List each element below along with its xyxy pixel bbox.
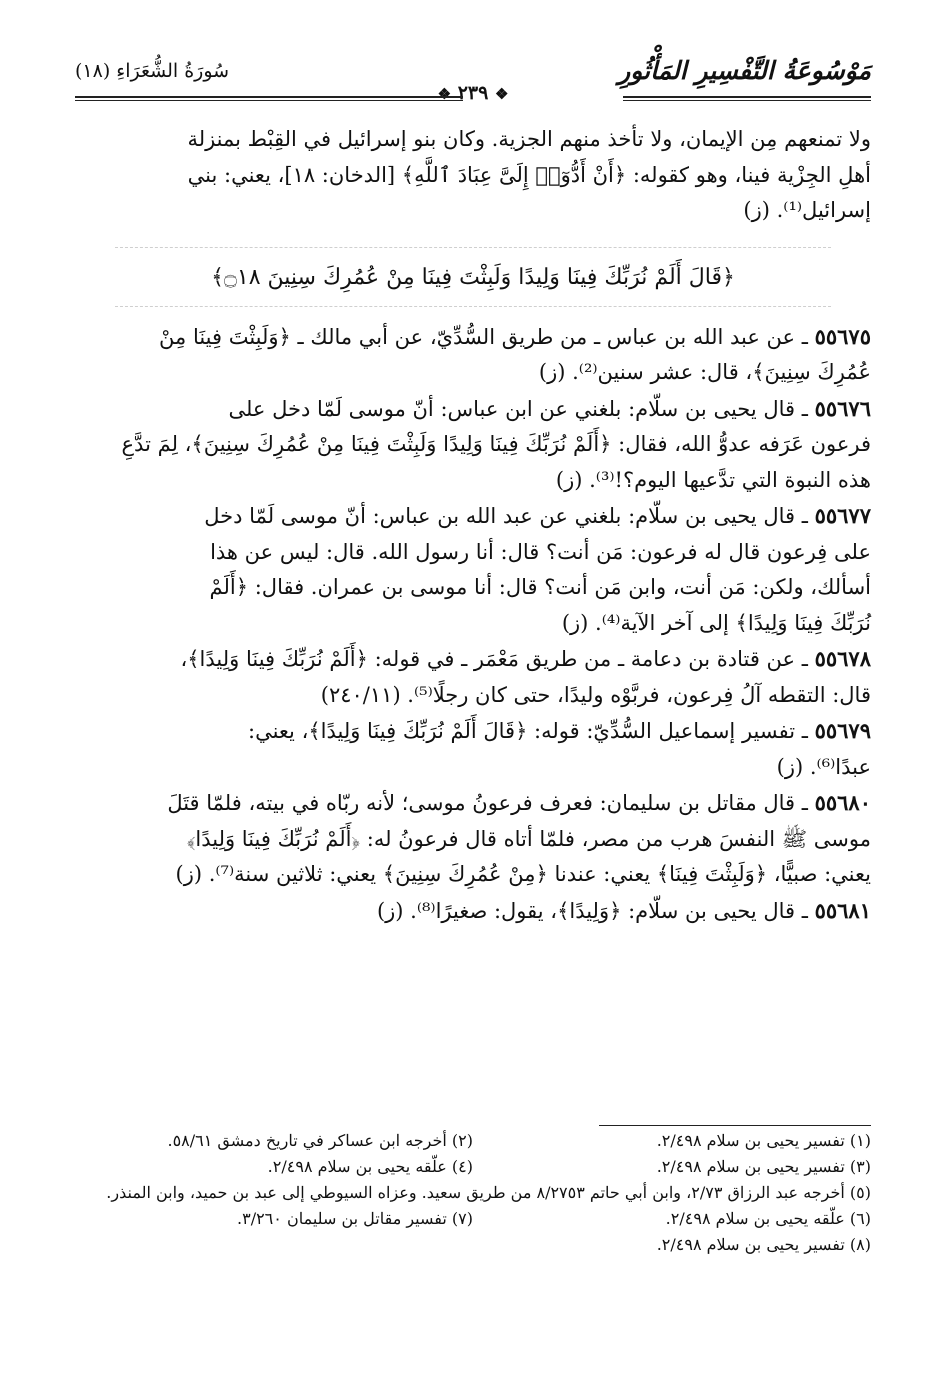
entry-number: ٥٥٦٧٥: [814, 323, 871, 349]
text-line: ٥٥٦٧٥ ـ عن عبد الله بن عباس ـ من طريق السُّدِّيّ، عن أبي مالك ـ ﴿وَلَبِثْتَ فِينَا مِنْ: [159, 323, 871, 349]
footnote-2: (٢) أخرجه ابن عساكر في تاريخ دمشق ٥٨/٦١.: [167, 1131, 473, 1150]
footnote-rule: [599, 1125, 871, 1126]
entry-55676: [75, 391, 871, 499]
entry-number: ٥٥٦٧٨: [814, 646, 871, 671]
footnotes: [75, 1128, 871, 1258]
page-header: [75, 56, 871, 104]
book-title: مَوْسُوعَةُ التَّفْسِيرِ المَأْثُورِ: [618, 56, 871, 85]
footnote-6: (٦) علّقه يحيى بن سلام ٢/٤٩٨.: [665, 1209, 871, 1228]
entry-55679: [75, 713, 871, 785]
text-line: موسى ﷺ النفسَ هرب من مصر، فلمّا أتاه قال فرعونُ له: ﴿أَلَمْ نُرَبِّكَ فِينَا وَلِيدًا﴾: [186, 826, 871, 851]
intro-paragraph: [75, 122, 871, 229]
entry-55681: [75, 893, 871, 930]
footnote-7: (٧) تفسير مقاتل بن سليمان ٣/٢٦٠.: [237, 1209, 473, 1228]
text-line: عبدًا⁽⁶⁾. (ز): [776, 754, 871, 779]
footnote-1: (١) تفسير يحيى بن سلام ٢/٤٩٨.: [656, 1131, 871, 1150]
header-rule-left: [75, 96, 463, 101]
text-line: نُرَبِّكَ فِينَا وَلِيدًا﴾ إلى آخر الآية⁽⁴⁾. (ز): [561, 610, 871, 635]
ornament-icon: ❖: [494, 85, 509, 103]
text-line: يعني: صبيًّا، ﴿وَلَبِثْتَ فِينَا﴾ يعني: عندنا ﴿مِنْ عُمُرِكَ سِنِينَ﴾ يعني: ثلاثين سنة⁽⁷⁾. (ز): [175, 862, 871, 886]
footnote-5: (٥) أخرجه عبد الرزاق ٢/٧٣، وابن أبي حاتم ٨/٢٧٥٣ من طريق سعيد. وعزاه السيوطي إلى عبد بن حميد، وابن المنذر.: [106, 1183, 871, 1202]
entry-55677: [75, 498, 871, 641]
text-line: أسألك، ولكن: مَن أنت، وابن مَن أنت؟ قال: أنا موسى بن عمران. فقال: ﴿أَلَمْ: [209, 575, 871, 599]
footnote-8: (٨) تفسير يحيى بن سلام ٢/٤٩٨.: [656, 1235, 871, 1254]
ornament-icon: ❖: [437, 85, 452, 103]
main-text: [75, 122, 871, 929]
text-line: ٥٥٦٧٧ ـ قال يحيى بن سلّام: بلغني عن عبد الله بن عباس: أنّ موسى لَمّا دخل: [204, 503, 871, 528]
text-line: أهلِ الجِزْية فينا، وهو كقوله: ﴿أَنْ أَدُّوٓا۟ إِلَىَّ عِبَادَ ٱللَّهِ﴾ [الدخان: ١٨]، يعني: بني: [187, 162, 871, 187]
text-line: فرعون عَرَفه عدوُّ الله، فقال: ﴿أَلَمْ نُرَبِّكَ فِينَا وَلِيدًا وَلَبِثْتَ فِينَا مِنْ عُمُرِكَ سِنِينَ﴾، لِمَ تدَّعِ: [121, 432, 871, 456]
text-line: ٥٥٦٨١ ـ قال يحيى بن سلّام: ﴿وَلِيدًا﴾، يقول: صغيرًا⁽⁸⁾. (ز): [376, 897, 871, 923]
entry-number: ٥٥٦٧٧: [814, 503, 871, 528]
page-number: ٢٣٩: [457, 82, 489, 104]
text-line: ولا تمنعهم مِن الإيمان، ولا تأخذ منهم الجزية. وكان بنو إسرائيل في القِبْط بمنزلة: [187, 127, 871, 151]
verse-text: ﴿قَالَ أَلَمْ نُرَبِّكَ فِينَا وَلِيدًا وَلَبِثْتَ فِينَا مِنْ عُمُرِكَ سِنِينَ ۝١٨﴾: [211, 264, 735, 290]
footnote-row: [75, 1128, 871, 1154]
footnote-row: [75, 1206, 871, 1232]
entry-number: ٥٥٦٨١: [814, 897, 871, 923]
text-line: ٥٥٦٧٨ ـ عن قتادة بن دعامة ـ من طريق مَعْمَر ـ في قوله: ﴿أَلَمْ نُرَبِّكَ فِينَا وَلِيدًا﴾،: [180, 646, 871, 671]
text-line: ٥٥٦٧٩ ـ تفسير إسماعيل السُّدِّيّ: قوله: ﴿قَالَ أَلَمْ نُرَبِّكَ فِينَا وَلِيدًا﴾، يعني:: [248, 718, 871, 743]
entry-number: ٥٥٦٧٦: [814, 395, 871, 421]
entry-number: ٥٥٦٨٠: [814, 790, 871, 815]
entry-number: ٥٥٦٧٩: [814, 718, 871, 743]
text-line: قال: التقطه آلُ فِرعون، فربَّوْه وليدًا، حتى كان رجلًا⁽⁵⁾. (٢٤٠/١١): [320, 682, 871, 707]
footnote-3: (٣) تفسير يحيى بن سلام ٢/٤٩٨.: [656, 1157, 871, 1176]
header-rule-right: [623, 96, 871, 101]
text-line: ٥٥٦٨٠ ـ قال مقاتل بن سليمان: فعرف فرعونُ موسى؛ لأنه ربّاه في بيته، فلمّا قتَلَ: [167, 790, 871, 815]
text-line: ٥٥٦٧٦ ـ قال يحيى بن سلّام: بلغني عن ابن عباس: أنّ موسى لَمّا دخل على: [228, 395, 871, 421]
surah-title: سُورَةُ الشُّعَرَاءِ (١٨): [75, 60, 230, 82]
footnote-row: [75, 1154, 871, 1180]
text-line: على فِرعون قال له فرعون: مَن أنت؟ قال: أنا رسول الله. قال: ليس عن هذا: [210, 539, 871, 564]
entry-55680: [75, 785, 871, 893]
footnote-4: (٤) علّقه يحيى بن سلام ٢/٤٩٨.: [267, 1157, 473, 1176]
footnote-row: [75, 1232, 871, 1258]
entry-55675: [75, 319, 871, 391]
text-line: إسرائيل⁽¹⁾. (ز): [743, 198, 871, 222]
verse-banner: [75, 245, 871, 309]
entry-55678: [75, 641, 871, 713]
text-line: هذه النبوة التي تدَّعيها اليوم؟!⁽³⁾. (ز): [555, 467, 871, 492]
text-line: عُمُرِكَ سِنِينَ﴾، قال: عشر سنين⁽²⁾. (ز): [538, 360, 871, 384]
